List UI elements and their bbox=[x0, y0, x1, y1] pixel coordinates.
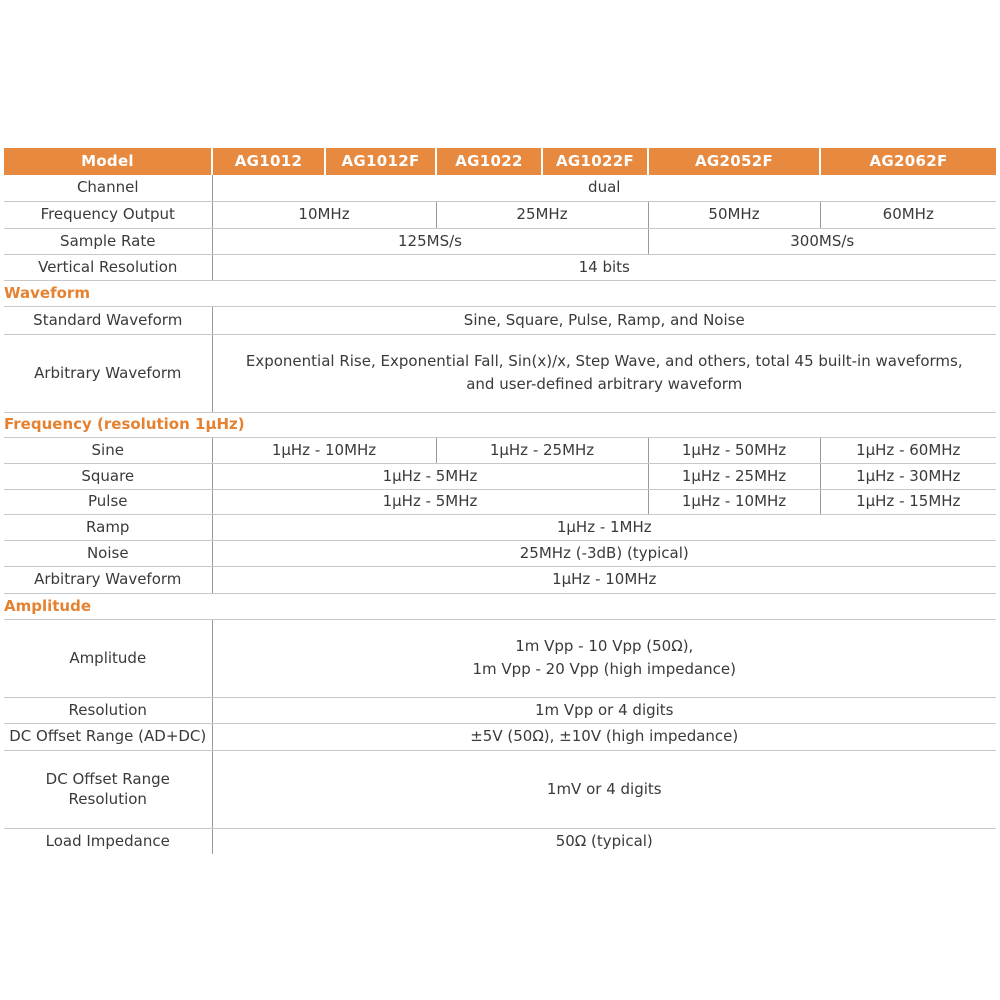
row-channel bbox=[4, 175, 996, 201]
row-value: 1μHz - 25MHz bbox=[648, 463, 820, 489]
row-arbitrary-waveform bbox=[4, 334, 996, 412]
row-label: Ramp bbox=[4, 514, 212, 540]
row-value bbox=[212, 619, 996, 697]
row-label: Sample Rate bbox=[4, 228, 212, 254]
row-value: ±5V (50Ω), ±10V (high impedance) bbox=[212, 723, 996, 750]
row-value: 1μHz - 5MHz bbox=[212, 463, 648, 489]
row-dc-offset-resolution bbox=[4, 750, 996, 828]
row-value: Sine, Square, Pulse, Ramp, and Noise bbox=[212, 306, 996, 334]
row-value: 1m Vpp or 4 digits bbox=[212, 697, 996, 723]
row-label: Standard Waveform bbox=[4, 306, 212, 334]
row-label: Square bbox=[4, 463, 212, 489]
row-pulse bbox=[4, 489, 996, 514]
header-model-ag1012: AG1012 bbox=[212, 148, 325, 175]
header-row bbox=[4, 148, 996, 175]
row-sine bbox=[4, 437, 996, 463]
row-label: Vertical Resolution bbox=[4, 254, 212, 280]
row-label: Frequency Output bbox=[4, 201, 212, 228]
row-amplitude bbox=[4, 619, 996, 697]
row-label: Amplitude bbox=[4, 619, 212, 697]
row-label: Channel bbox=[4, 175, 212, 201]
row-value: 1μHz - 10MHz bbox=[212, 437, 436, 463]
value-line-1: Exponential Rise, Exponential Fall, Sin(x)/x, Step Wave, and others, total 45 built-in waveforms, bbox=[245, 352, 963, 370]
label-line-2: Resolution bbox=[68, 789, 147, 808]
row-label: Arbitrary Waveform bbox=[4, 334, 212, 412]
row-value: 60MHz bbox=[820, 201, 996, 228]
row-value: 1μHz - 10MHz bbox=[648, 489, 820, 514]
row-value bbox=[212, 334, 996, 412]
row-label: Sine bbox=[4, 437, 212, 463]
spec-table bbox=[4, 148, 996, 854]
row-value: dual bbox=[212, 175, 996, 201]
row-label: Resolution bbox=[4, 697, 212, 723]
row-value: 25MHz (-3dB) (typical) bbox=[212, 540, 996, 566]
header-model-ag1022: AG1022 bbox=[436, 148, 542, 175]
row-square bbox=[4, 463, 996, 489]
row-load-impedance bbox=[4, 828, 996, 854]
row-sample-rate bbox=[4, 228, 996, 254]
value-line-2: and user-defined arbitrary waveform bbox=[466, 375, 743, 393]
row-value: 125MS/s bbox=[212, 228, 648, 254]
row-standard-waveform bbox=[4, 306, 996, 334]
row-value: 50MHz bbox=[648, 201, 820, 228]
row-value: 1μHz - 50MHz bbox=[648, 437, 820, 463]
row-label: DC Offset Range (AD+DC) bbox=[4, 723, 212, 750]
row-value: 1μHz - 15MHz bbox=[820, 489, 996, 514]
header-model-ag2052f: AG2052F bbox=[648, 148, 820, 175]
row-label bbox=[4, 750, 212, 828]
section-title: Waveform bbox=[4, 280, 996, 306]
section-title: Frequency (resolution 1μHz) bbox=[4, 412, 996, 437]
section-title: Amplitude bbox=[4, 593, 996, 619]
row-value: 1μHz - 25MHz bbox=[436, 437, 648, 463]
section-amplitude bbox=[4, 593, 996, 619]
value-line-1: 1m Vpp - 10 Vpp (50Ω), bbox=[515, 637, 694, 655]
row-value: 1μHz - 30MHz bbox=[820, 463, 996, 489]
section-frequency bbox=[4, 412, 996, 437]
row-label: Load Impedance bbox=[45, 831, 170, 850]
label-line-1: DC Offset Range bbox=[45, 769, 170, 788]
header-model-ag1012f: AG1012F bbox=[325, 148, 436, 175]
row-value: 10MHz bbox=[212, 201, 436, 228]
row-value: 14 bits bbox=[212, 254, 996, 280]
header-model: Model bbox=[4, 148, 212, 175]
row-value: 300MS/s bbox=[648, 228, 996, 254]
header-model-ag2062f: AG2062F bbox=[820, 148, 996, 175]
row-value: 1μHz - 1MHz bbox=[212, 514, 996, 540]
row-noise bbox=[4, 540, 996, 566]
row-label: Arbitrary Waveform bbox=[4, 566, 212, 593]
header-model-ag1022f: AG1022F bbox=[542, 148, 648, 175]
row-value: 25MHz bbox=[436, 201, 648, 228]
row-vertical-resolution bbox=[4, 254, 996, 280]
row-value: 1μHz - 60MHz bbox=[820, 437, 996, 463]
row-label: Pulse bbox=[4, 489, 212, 514]
row-value: 1μHz - 10MHz bbox=[212, 566, 996, 593]
row-label: Noise bbox=[4, 540, 212, 566]
value-line-2: 1m Vpp - 20 Vpp (high impedance) bbox=[472, 660, 736, 678]
row-value: 50Ω (typical) bbox=[212, 828, 996, 854]
row-value: 1mV or 4 digits bbox=[212, 750, 996, 828]
row-ramp bbox=[4, 514, 996, 540]
row-frequency-output bbox=[4, 201, 996, 228]
row-value: 1μHz - 5MHz bbox=[212, 489, 648, 514]
row-resolution bbox=[4, 697, 996, 723]
row-dc-offset-range bbox=[4, 723, 996, 750]
row-arbitrary-frequency bbox=[4, 566, 996, 593]
section-waveform bbox=[4, 280, 996, 306]
